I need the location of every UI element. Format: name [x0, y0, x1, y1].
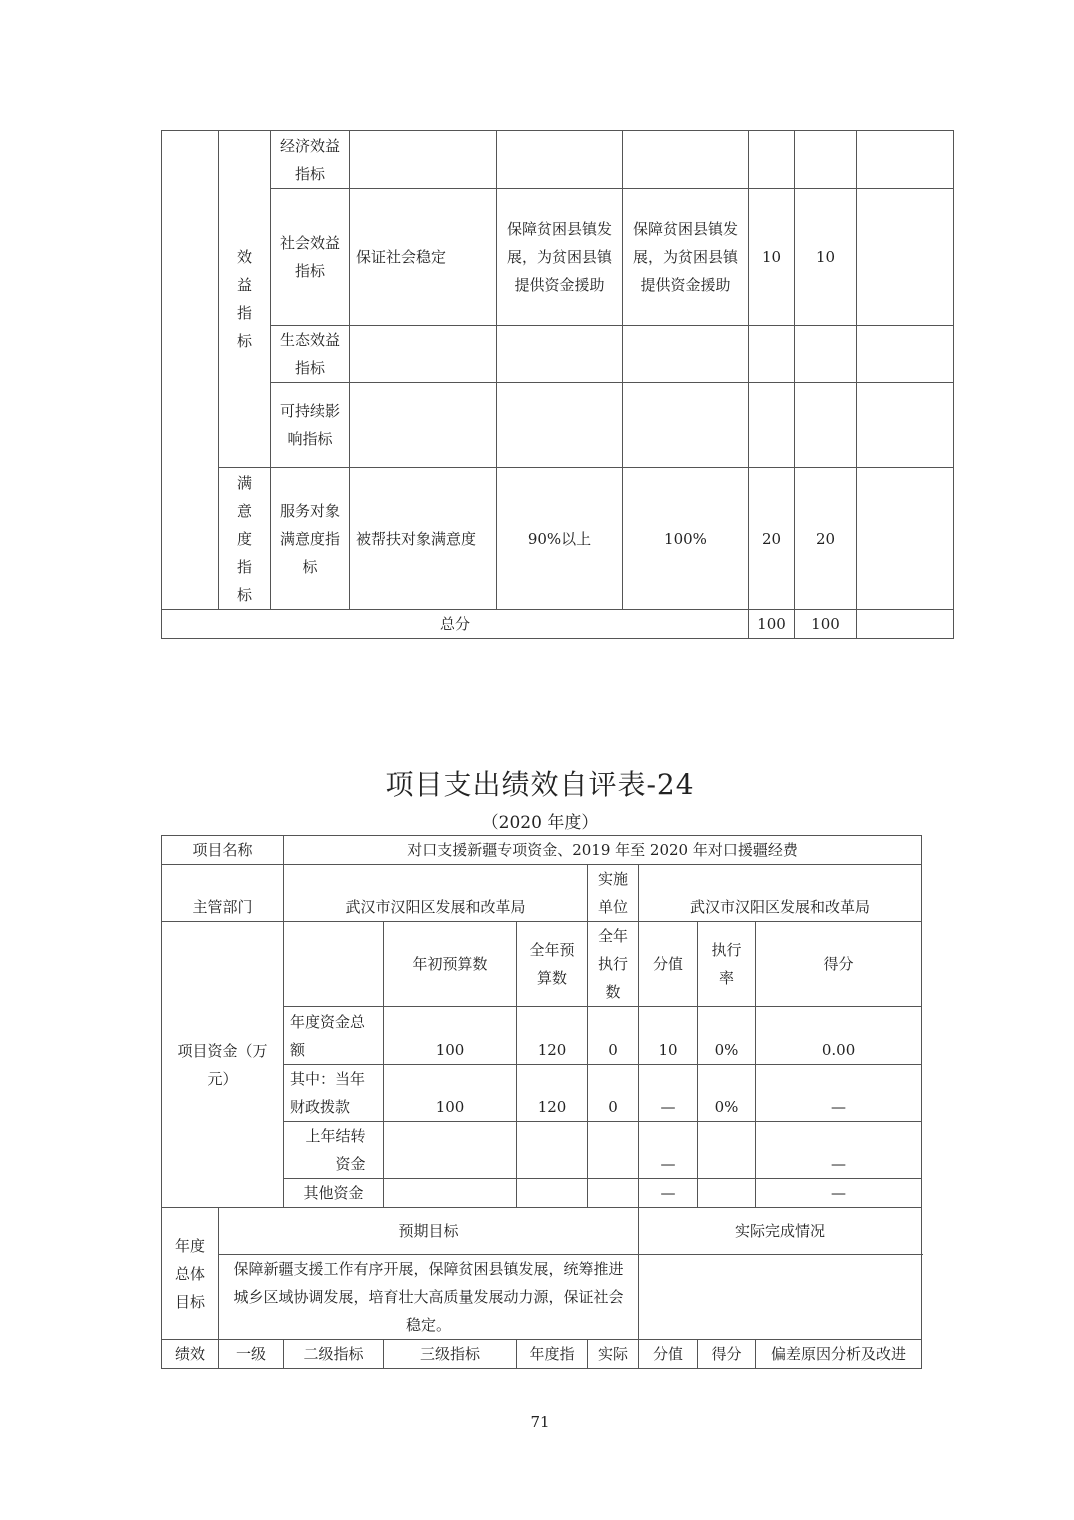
goal-label-text: 年度总体目标	[174, 1236, 205, 1311]
page-number: 71	[530, 1413, 550, 1431]
empty-cell	[857, 131, 954, 189]
fund-row-value: 10	[639, 1007, 698, 1065]
page-subtitle: （2020 年度）	[481, 813, 599, 833]
fund-row-label	[284, 1122, 384, 1179]
economic-indicator-label: 经济效益指标	[271, 131, 350, 189]
social-value: 10	[749, 189, 795, 326]
fund-row-initial: 100	[384, 1007, 517, 1065]
project-name: 对口支援新疆专项资金、2019 年至 2020 年对口援疆经费	[284, 836, 922, 865]
goal-label	[162, 1208, 219, 1340]
empty-cell	[497, 326, 623, 383]
fund-row-initial	[384, 1179, 517, 1208]
social-score: 10	[795, 189, 857, 326]
fund-row-budget: 120	[517, 1007, 588, 1065]
empty-cell	[857, 610, 954, 639]
fund-row-score: 0.00	[756, 1007, 922, 1065]
impl-label-text: 实施单位	[598, 870, 629, 916]
perf-header: 得分	[698, 1340, 756, 1369]
expected-text: 保障新疆支援工作有序开展，保障贫困县镇发展，统筹推进城乡区域协调发展，培育壮大高质量发展动力源，保证社会稳定。	[219, 1255, 639, 1340]
col-value: 分值	[639, 922, 698, 1007]
fund-row-exec: 0	[588, 1007, 639, 1065]
empty-cell	[623, 383, 749, 468]
fund-row-value: —	[639, 1122, 698, 1179]
benefit-group-text: 效益指标	[236, 248, 252, 350]
dept: 武汉市汉阳区发展和改革局	[284, 865, 588, 922]
fund-row-initial: 100	[384, 1065, 517, 1122]
project-name-label: 项目名称	[162, 836, 284, 865]
empty-cell	[795, 383, 857, 468]
col-rate-text: 执行率	[711, 941, 742, 987]
empty-cell	[795, 131, 857, 189]
satisfaction-group-text: 满意度指标	[236, 473, 252, 604]
perf-header: 绩效	[162, 1340, 219, 1369]
fund-row-budget	[517, 1179, 588, 1208]
service-score: 20	[795, 468, 857, 610]
empty-cell	[623, 326, 749, 383]
empty-cell	[857, 326, 954, 383]
service-target: 90%以上	[497, 468, 623, 610]
sustainable-indicator-label: 可持续影响指标	[271, 383, 350, 468]
fund-row-label: 年度资金总额	[284, 1007, 384, 1065]
fund-row-rate: 0%	[698, 1065, 756, 1122]
fund-row-value: —	[639, 1065, 698, 1122]
empty-cell	[857, 189, 954, 326]
actual-label: 实际完成情况	[639, 1208, 922, 1255]
fund-row-label: 其中：当年财政拨款	[284, 1065, 384, 1122]
col-rate	[698, 922, 756, 1007]
total-value: 100	[749, 610, 795, 639]
actual-text	[639, 1255, 922, 1340]
empty-cell	[497, 131, 623, 189]
empty-cell	[749, 326, 795, 383]
empty-cell	[795, 326, 857, 383]
col-full-exec	[588, 922, 639, 1007]
perf-header: 二级指标	[284, 1340, 384, 1369]
empty-cell	[623, 131, 749, 189]
fund-row-label: 其他资金	[284, 1179, 384, 1208]
perf-header: 年度指	[517, 1340, 588, 1369]
social-indicator-name: 保证社会稳定	[350, 189, 497, 326]
fund-row-initial	[384, 1122, 517, 1179]
page-title: 项目支出绩效自评表-24	[385, 768, 695, 801]
empty-header-cell	[284, 922, 384, 1007]
empty-cell	[350, 326, 497, 383]
fund-row-value: —	[639, 1179, 698, 1208]
total-label: 总分	[162, 610, 749, 639]
fund-row-budget: 120	[517, 1065, 588, 1122]
expected-label: 预期目标	[219, 1208, 639, 1255]
empty-cell	[350, 131, 497, 189]
perf-header: 偏差原因分析及改进	[756, 1340, 922, 1369]
empty-cell	[350, 383, 497, 468]
self-evaluation-table	[161, 835, 922, 1369]
impl: 武汉市汉阳区发展和改革局	[639, 865, 922, 922]
social-actual: 保障贫困县镇发展，为贫困县镇提供资金援助	[623, 189, 749, 326]
perf-header: 分值	[639, 1340, 698, 1369]
impl-label	[588, 865, 639, 922]
funds-label: 项目资金（万元）	[162, 922, 284, 1208]
fund-row-exec: 0	[588, 1065, 639, 1122]
fund-row-exec	[588, 1179, 639, 1208]
col-full-budget-text: 全年预算数	[529, 941, 575, 987]
fund-row-score: —	[756, 1065, 922, 1122]
fund-row-rate	[698, 1122, 756, 1179]
empty-cell	[857, 383, 954, 468]
perf-header: 一级	[219, 1340, 284, 1369]
perf-header: 三级指标	[384, 1340, 517, 1369]
fund-row-label-text: 上年结转资金	[305, 1127, 366, 1173]
empty-cell	[749, 131, 795, 189]
col-full-exec-text: 全年执行数	[598, 927, 629, 1001]
perf-header: 实际	[588, 1340, 639, 1369]
satisfaction-group-label	[219, 468, 271, 610]
benefit-group-label	[219, 131, 271, 468]
col-initial: 年初预算数	[384, 922, 517, 1007]
service-actual: 100%	[623, 468, 749, 610]
level1-cell	[162, 131, 219, 610]
social-indicator-label: 社会效益指标	[271, 189, 350, 326]
service-indicator-label: 服务对象满意度指标	[271, 468, 350, 610]
service-indicator-name: 被帮扶对象满意度	[350, 468, 497, 610]
fund-row-score: —	[756, 1179, 922, 1208]
ecological-indicator-label: 生态效益指标	[271, 326, 350, 383]
col-score: 得分	[756, 922, 922, 1007]
empty-cell	[497, 383, 623, 468]
service-value: 20	[749, 468, 795, 610]
social-target: 保障贫困县镇发展，为贫困县镇提供资金援助	[497, 189, 623, 326]
col-full-budget	[517, 922, 588, 1007]
fund-row-rate: 0%	[698, 1007, 756, 1065]
fund-row-score: —	[756, 1122, 922, 1179]
total-score: 100	[795, 610, 857, 639]
fund-row-budget	[517, 1122, 588, 1179]
performance-table-continued	[161, 130, 954, 639]
fund-row-exec	[588, 1122, 639, 1179]
empty-cell	[857, 468, 954, 610]
dept-label: 主管部门	[162, 865, 284, 922]
fund-row-rate	[698, 1179, 756, 1208]
empty-cell	[749, 383, 795, 468]
